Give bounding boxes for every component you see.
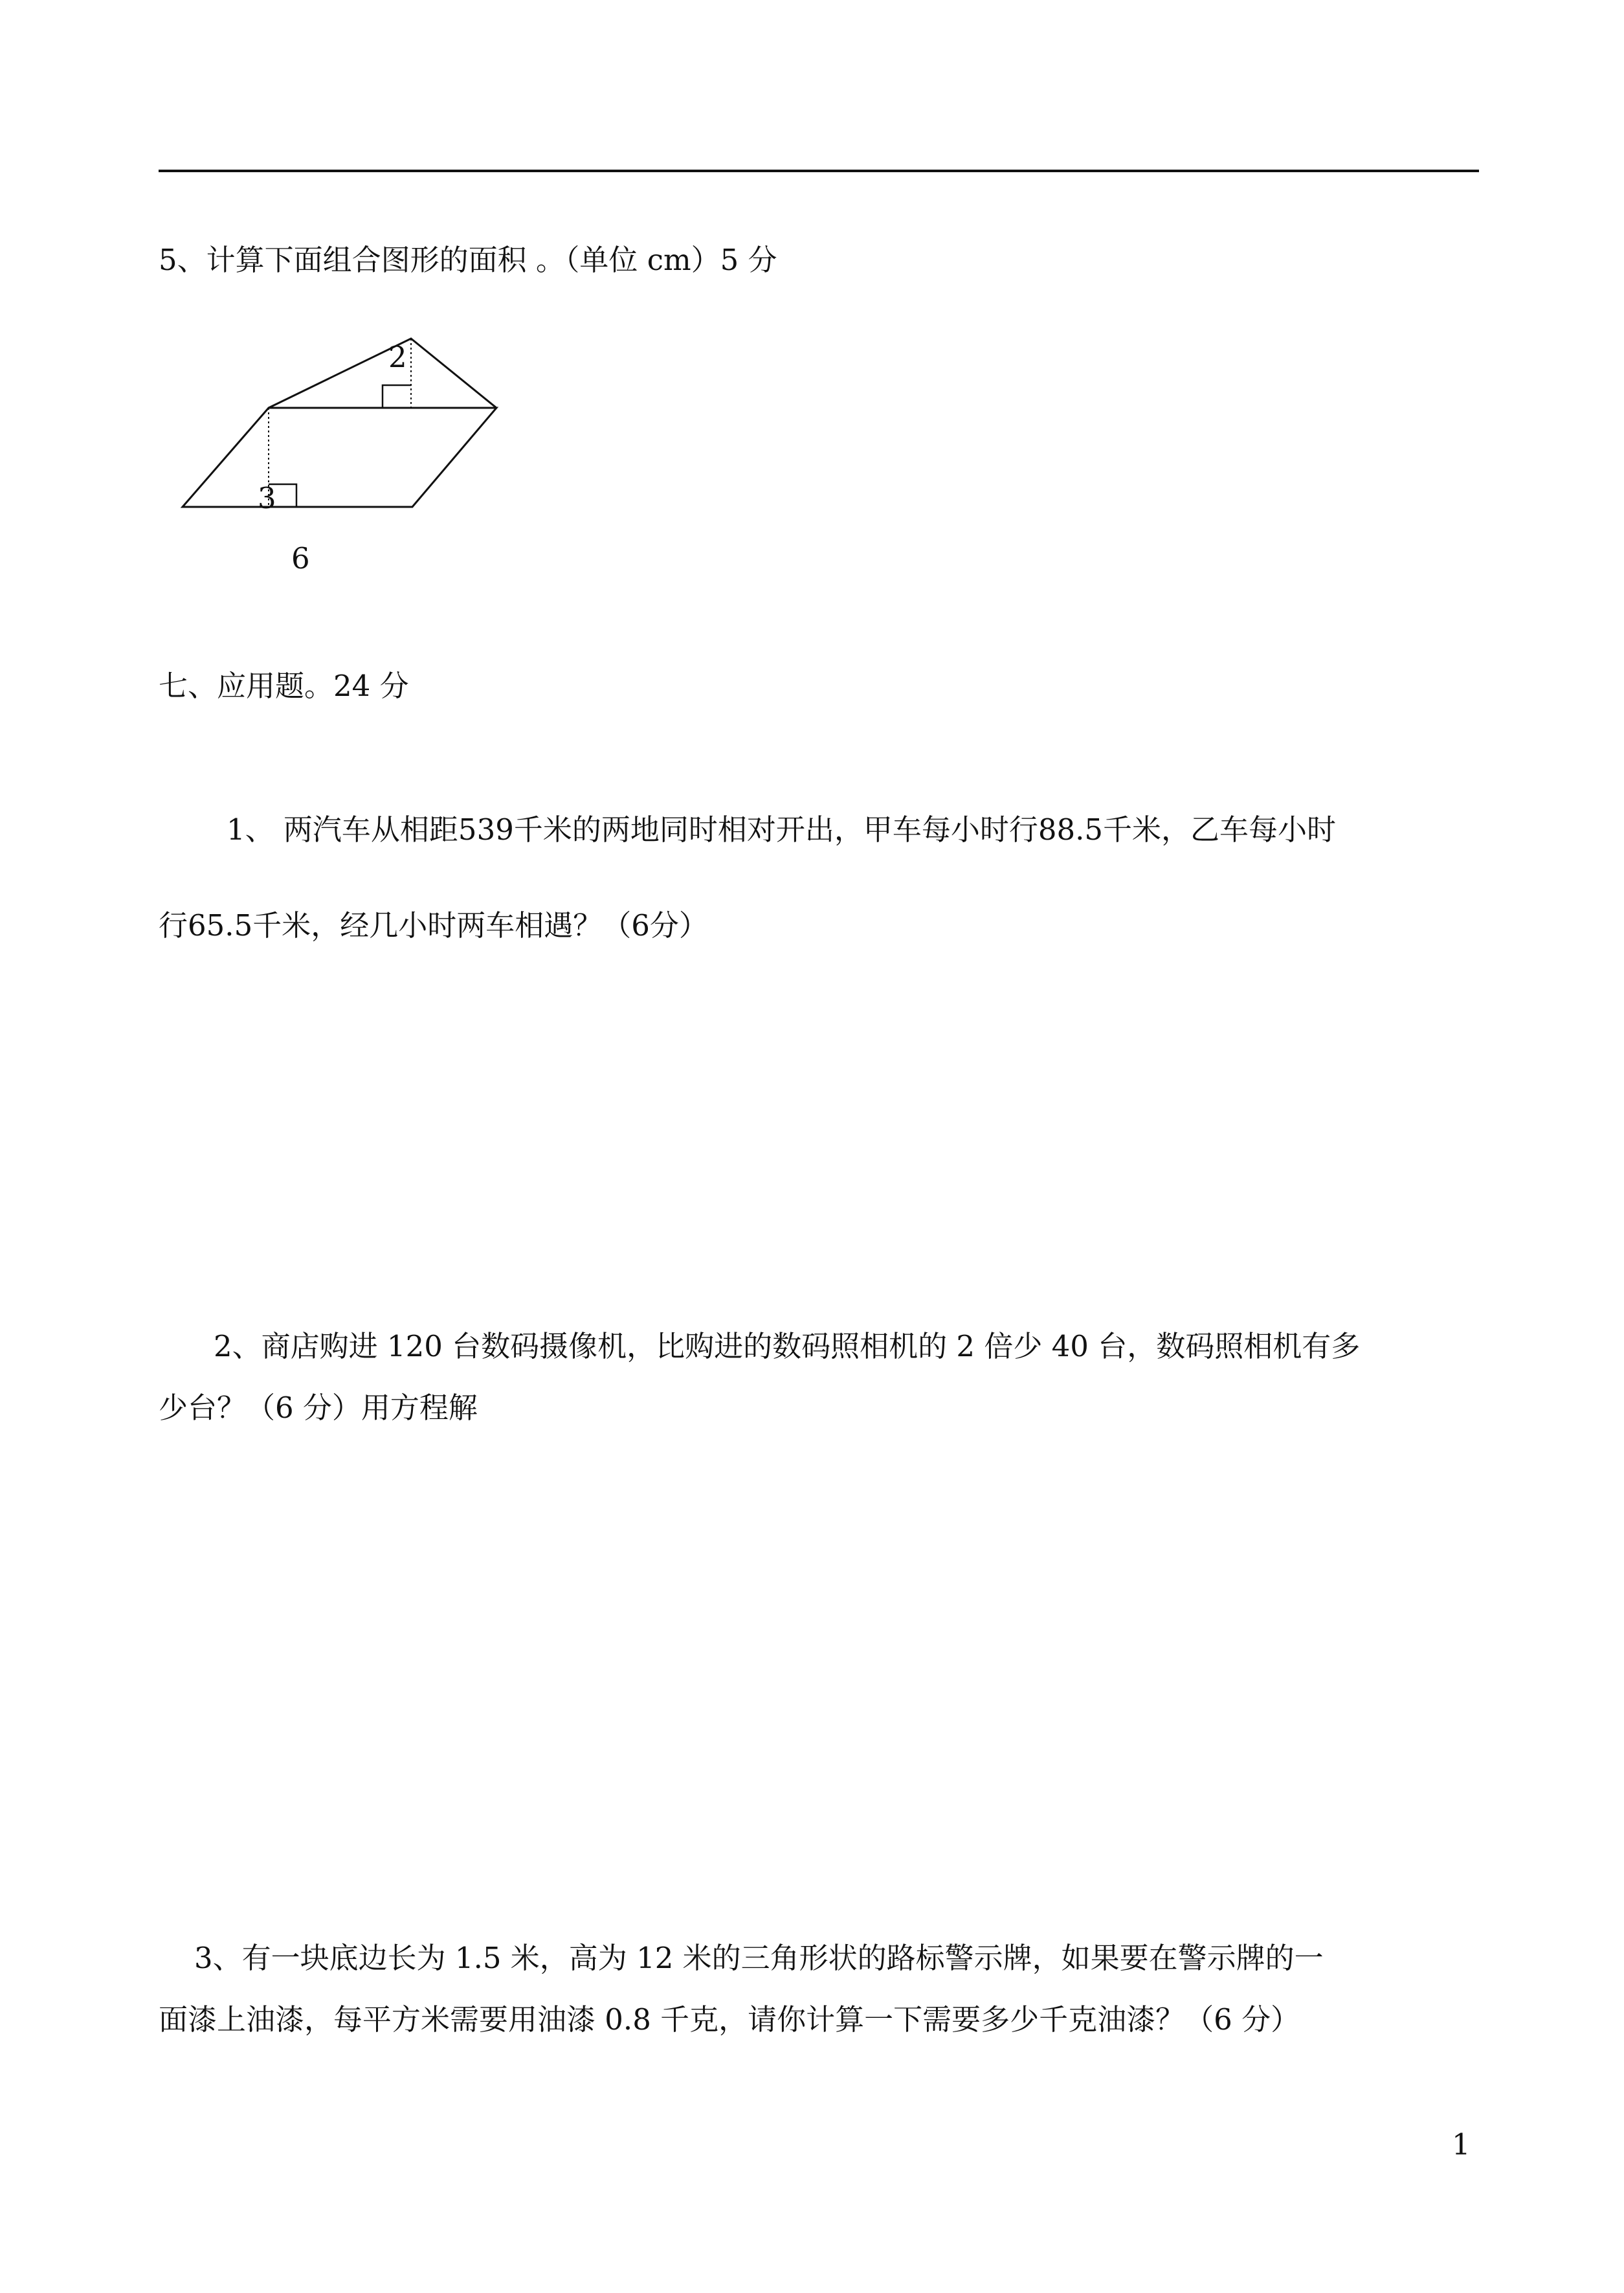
problem-5-title: 5、计算下面组合图形的面积 。（单位 cm）5 分 [159, 243, 777, 277]
section-7-heading: 七、应用题。24 分 [159, 669, 409, 703]
question-3-line-2: 面漆上油漆，每平方米需要用油漆 0.8 千克，请你计算一下需要多少千克油漆？（6 分） [159, 2002, 1300, 2037]
parallelogram-height-label: 3 [258, 481, 276, 515]
question-3-line-1: 3、有一块底边长为 1.5 米，高为 12 米的三角形状的路标警示牌，如果要在警示牌的一 [194, 1941, 1324, 1975]
question-2-line-2: 少台？（6 分）用方程解 [159, 1391, 478, 1425]
question-1-line-2: 行65.5千米，经几小时两车相遇？（6分） [159, 908, 708, 943]
composite-figure-drawing [175, 327, 511, 521]
triangle-height-label: 2 [388, 340, 407, 374]
composite-figure [175, 327, 511, 521]
page-number: 1 [1452, 2127, 1471, 2162]
base-label: 6 [291, 541, 310, 576]
triangle-right-angle-mark [383, 385, 411, 408]
question-2-line-1: 2、商店购进 120 台数码摄像机，比购进的数码照相机的 2 倍少 40 台，数码照相机有多 [214, 1329, 1361, 1363]
parallelogram-outline [183, 408, 496, 507]
question-1-line-1: 1、 两汽车从相距539千米的两地同时相对开出，甲车每小时行88.5千米，乙车每小时 [227, 812, 1337, 847]
header-rule [159, 170, 1479, 172]
